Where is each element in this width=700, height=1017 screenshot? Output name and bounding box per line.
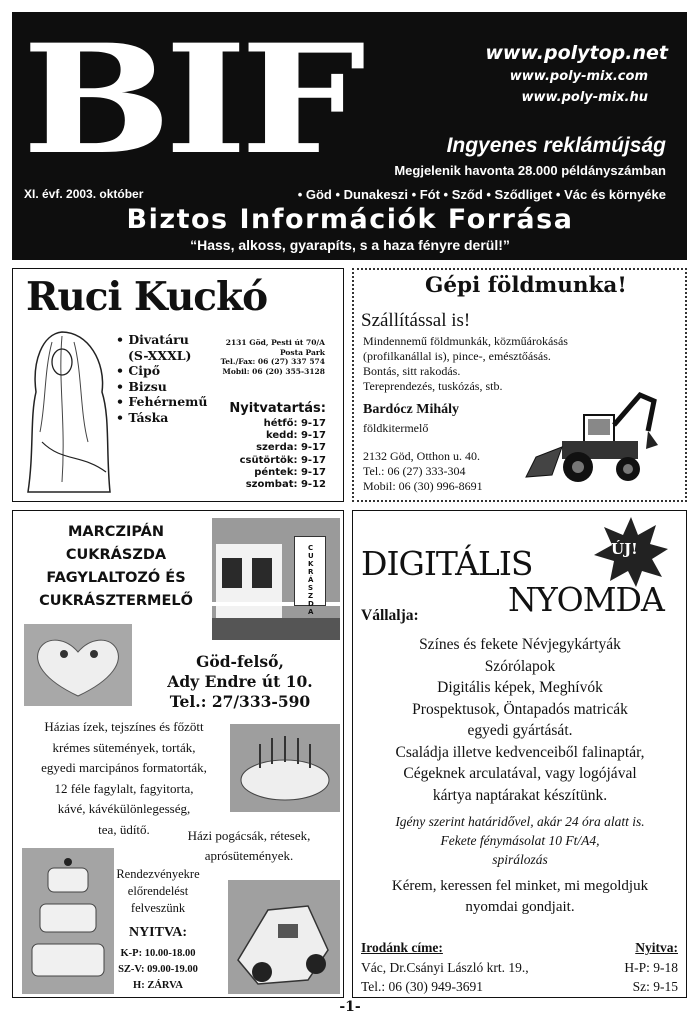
digital-service-line: Színes és fekete Névjegykártyák [419, 636, 621, 653]
shop-photo [212, 518, 340, 640]
digital-office-line: Vác, Dr.Csányi László krt. 19., [361, 960, 529, 975]
marcipan-title-line: CUKRÁSZDA [65, 547, 167, 563]
ruci-hours-row: kedd: 9-17 [266, 430, 326, 442]
digital-closing-line: Kérem, keressen fel minket, mi megoldjuk [391, 878, 649, 894]
ruci-hours [200, 418, 326, 491]
digital-italic-line: Fekete fénymásolat 10 Ft/A4, [440, 833, 600, 848]
heart-cake-photo [24, 624, 132, 706]
gepi-contact-line: 2132 Göd, Otthon u. 40. [363, 449, 480, 463]
marcipan-title-line: FAGYLALTOZÓ ÉS [46, 570, 186, 586]
ruci-address-line: Tel./Fax: 06 (27) 337 574 [220, 357, 325, 366]
marcipan-address [150, 652, 330, 712]
tagline: Ingyenes reklámújság [446, 134, 666, 157]
digital-office-line: Tel.: 06 (30) 949-3691 [361, 979, 484, 994]
marcipan-desc-line: 12 féle fagylalt, fagyitorta, [54, 780, 194, 796]
gepi-role: földkitermelő [363, 421, 429, 435]
new-badge-text: ÚJ! [611, 540, 638, 558]
ruci-item: (S-XXXL) [128, 347, 192, 363]
url-polymix-com[interactable]: www.poly-mix.com [509, 69, 648, 84]
marcipan-description [18, 717, 230, 840]
shop-sign: CUKRÁSZDA [308, 544, 314, 616]
gepi-subtitle: Szállítással is! [361, 310, 471, 331]
digital-open-row: H-P: 9-18 [624, 960, 678, 975]
ruci-hours-row: hétfő: 9-17 [263, 418, 326, 429]
gepi-name: Bardócz Mihály [363, 402, 460, 417]
gepi-contact-line: Tel.: 06 (27) 333-304 [363, 464, 466, 478]
digital-service-line: Szórólapok [484, 657, 556, 675]
marcipan-desc-line: kávé, kávékülönlegesség, [57, 801, 191, 816]
marcipan-events-line: előrendelést [127, 884, 189, 898]
digital-intro: Vállalja: [361, 607, 419, 624]
ruci-hours-row: szerda: 9-17 [256, 442, 326, 454]
marcipan-pastry [174, 826, 324, 865]
digital-services [355, 634, 685, 806]
marcipan-hours [112, 946, 204, 994]
ruci-item: • Divatáru [116, 332, 189, 347]
ruci-hours-row: szombat: 9-12 [245, 479, 326, 491]
marcipan-events-line: Rendezvényekre [116, 867, 200, 881]
marcipan-hours-row: K-P: 10.00-18.00 [120, 948, 196, 959]
marcipan-desc-line: Házias ízek, tejszínes és főzött [44, 719, 204, 734]
marcipan-pastry-line: aprósütemények. [204, 847, 294, 863]
gepi-contact [363, 449, 483, 494]
gepi-title: Gépi földmunka! [425, 273, 627, 298]
digital-closing [355, 876, 685, 918]
page-number: -1- [339, 999, 361, 1015]
marcipan-title-line: CUKRÁSZTERMELŐ [39, 593, 193, 609]
motto: “Hass, alkoss, gyarapíts, s a haza fényre derül!” [190, 237, 510, 253]
marcipan-desc-line: krémes sütemények, torták, [52, 739, 196, 755]
digital-service-line: egyedi gyártását. [467, 722, 573, 739]
gepi-line: (profilkanállal is), pince-, emésztőásás. [363, 349, 551, 363]
digital-title-1: DIGITÁLIS [361, 544, 533, 583]
ruci-address-line: 2131 Göd, Pesti út 70/A [225, 338, 325, 347]
digital-office [361, 958, 529, 996]
marcipan-pastry-line: Házi pogácsák, rétesek, [187, 828, 311, 843]
marcipan-events [112, 866, 204, 917]
header-title: Biztos Információk Forrása [126, 204, 574, 235]
digital-open-row: Sz: 9-15 [632, 979, 678, 994]
marcipan-hours-row: H: ZÁRVA [133, 980, 183, 991]
url-polymix-hu[interactable]: www.poly-mix.hu [521, 90, 648, 105]
ruci-item: • Cipő [116, 363, 161, 378]
url-polytop[interactable]: www.polytop.net [485, 42, 668, 64]
gepi-line: Mindennemű földmunkák, közműárokásás [363, 334, 568, 348]
marcipan-events-line: felveszünk [130, 901, 186, 915]
ruci-address [205, 338, 325, 376]
gepi-contact-line: Mobil: 06 (30) 996-8691 [363, 479, 483, 493]
digital-service-line: Családja illetve kedvenceiből falinaptár, [395, 743, 645, 761]
ruci-hours-row: csütörtök: 9-17 [239, 454, 326, 466]
ruci-hours-row: péntek: 9-17 [254, 466, 326, 478]
circulation: Megjelenik havonta 28.000 példányszámban [394, 163, 666, 178]
edition: XI. évf. 2003. október [24, 187, 144, 201]
ruci-hours-title: Nyitvatartás: [229, 401, 326, 416]
ruci-address-line: Posta Park [279, 347, 325, 357]
gepi-line: Bontás, sitt rakodás. [363, 364, 461, 378]
wedding-cake-photo [22, 848, 114, 994]
marcipan-title [18, 521, 214, 613]
digital-service-line: Digitális képek, Meghívók [437, 679, 603, 696]
woman-illustration [22, 322, 118, 497]
candle-cake-photo [230, 724, 340, 812]
marcipan-address-line: Ady Endre út 10. [167, 672, 313, 691]
marcipan-hours-row: SZ-V: 09.00-19.00 [118, 964, 198, 975]
ruci-item: • Bizsu [116, 378, 167, 394]
backhoe-loader-icon [522, 385, 662, 485]
marcipan-hours-title: NYITVA: [128, 925, 188, 940]
towns: • Göd • Dunakeszi • Fót • Sződ • Sződliget • Vác és környéke [297, 187, 666, 202]
digital-italic-notes [355, 812, 685, 869]
ruci-items [116, 332, 207, 425]
marcipan-address-line: Göd-felső, [196, 652, 284, 671]
digital-office-title: Irodánk címe: [361, 940, 443, 955]
ruci-title: Ruci Kuckó [26, 274, 268, 320]
ruci-item: • Táska [116, 409, 169, 425]
ruci-address-line: Mobil: 06 (20) 355-3128 [222, 366, 325, 376]
gepi-line: Tereprendezés, tuskózás, stb. [363, 379, 503, 393]
ruci-item: • Fehérnemű [116, 394, 208, 409]
digital-italic-line: spirálozás [492, 852, 548, 867]
digital-closing-line: nyomdai gondjait. [465, 899, 575, 915]
marcipan-address-line: Tel.: 27/333-590 [169, 692, 311, 711]
digital-service-line: Prospektusok, Öntapadós matricák [412, 700, 628, 718]
marcipan-desc-line: egyedi marcipános formatorták, [41, 760, 207, 775]
digital-open-hours [590, 958, 678, 996]
digital-open-title: Nyitva: [635, 940, 678, 955]
digital-service-line: kártya naptárakat készítünk. [432, 786, 608, 804]
marcipan-title-line: MARCZIPÁN [67, 524, 165, 540]
car-cake-photo [228, 880, 340, 994]
digital-service-line: Cégeknek arculatával, vagy logójával [403, 765, 637, 782]
digital-italic-line: Igény szerint határidővel, akár 24 óra alatt is. [395, 814, 645, 829]
marcipan-desc-line: tea, üdítő. [98, 821, 150, 837]
logo-bif: BIF [22, 12, 359, 188]
digital-title-2: NYOMDA [508, 580, 664, 619]
